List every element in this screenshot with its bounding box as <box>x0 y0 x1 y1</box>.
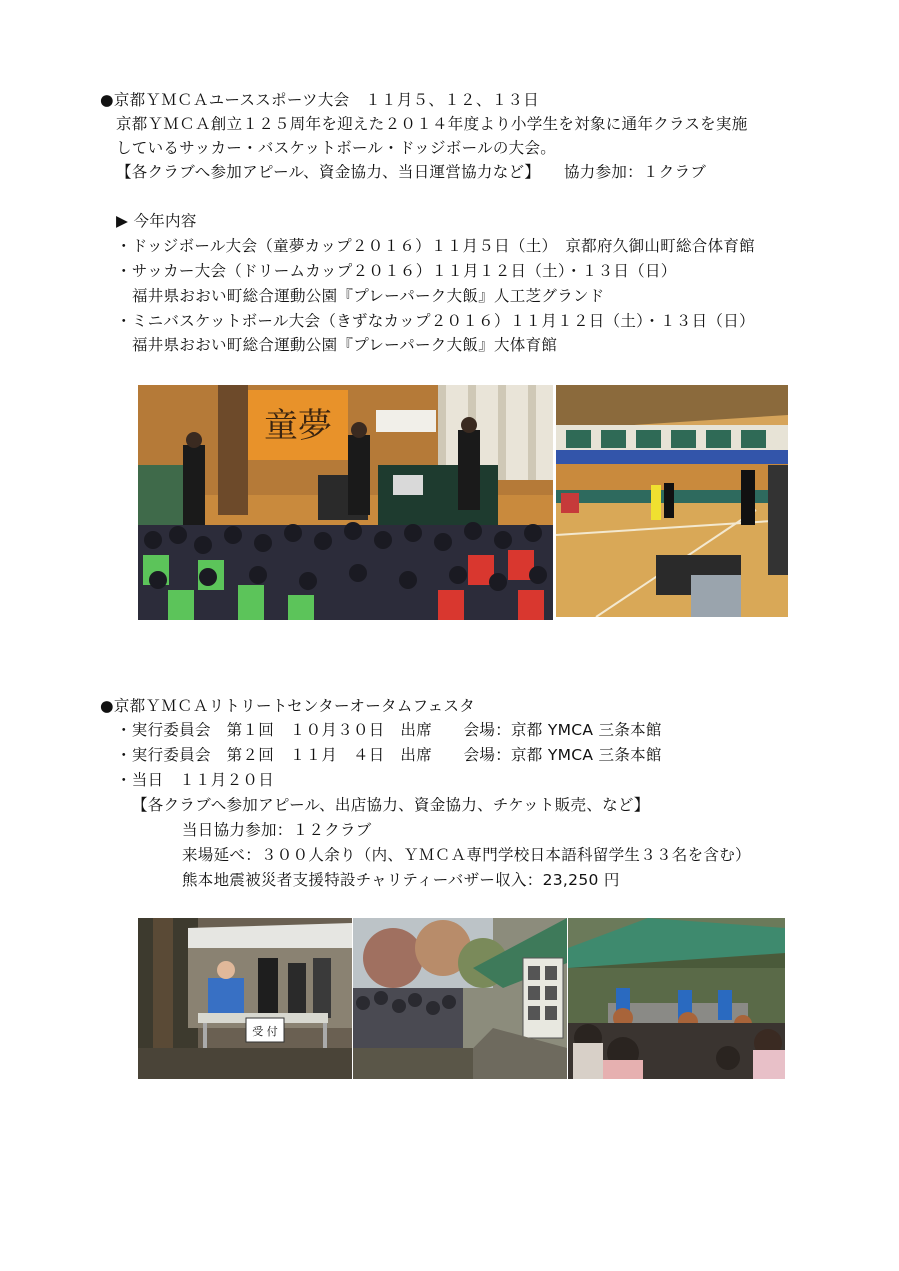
section1-description-line1: 京都ＹＭＣＡ創立１２５周年を迎えた２０１４年度より小学生を対象に通年クラスを実施 <box>116 115 748 133</box>
charity-income: 熊本地震被災者支援特設チャリティーバザー収入：23,250 円 <box>182 871 620 889</box>
event-item-basketball: ・ミニバスケットボール大会（きずなカップ２０１６）１１月１２日（土）・１３日（日） <box>116 312 755 330</box>
contents-label: ▶ 今年内容 <box>116 212 197 230</box>
event-item-soccer-venue: 福井県おおい町総合運動公園『プレーパーク大飯』人工芝グランド <box>132 287 605 305</box>
photo-basketball-gym <box>556 385 788 617</box>
section2-appeal: 【各クラブへ参加アピール、出店協力、資金協力、チケット販売、など】 <box>132 796 650 814</box>
photo-reception-tent <box>138 918 352 1079</box>
section1-heading: ●京都ＹＭＣＡユーススポーツ大会 １１月５、１２、１３日 <box>100 91 540 109</box>
section2-heading: ●京都ＹＭＣＡリトリートセンターオータムフェスタ <box>100 697 476 715</box>
banner-text: 童夢 <box>264 406 332 446</box>
participation-count: 当日協力参加：１２クラブ <box>182 821 372 839</box>
meeting-item-1: ・実行委員会 第１回 １０月３０日 出席 会場：京都 YMCA 三条本館 <box>116 721 662 739</box>
section1-description-line2: しているサッカー・バスケットボール・ドッジボールの大会。 <box>116 139 557 157</box>
reception-sign-text: 受 付 <box>252 1025 278 1038</box>
event-item-soccer: ・サッカー大会（ドリームカップ２０１６）１１月１２日（土）・１３日（日） <box>116 262 677 280</box>
photo-festival-crowd <box>353 918 567 1079</box>
photo-dodgeball-ceremony <box>138 385 553 620</box>
section1-appeal: 【各クラブへ参加アピール、資金協力、当日運営協力など】 協力参加：１クラブ <box>116 163 707 181</box>
visitor-count: 来場延べ：３００人余り（内、ＹＭＣＡ専門学校日本語科留学生３３名を含む） <box>182 846 751 864</box>
event-item-basketball-venue: 福井県おおい町総合運動公園『プレーパーク大飯』大体育館 <box>132 336 558 354</box>
event-item-dodgeball: ・ドッジボール大会（童夢カップ２０１６）１１月５日（土） 京都府久御山町総合体育館 <box>116 237 755 255</box>
photo-taiko-performance <box>568 918 785 1079</box>
meeting-item-2: ・実行委員会 第２回 １１月 ４日 出席 会場：京都 YMCA 三条本館 <box>116 746 662 764</box>
event-day: ・当日 １１月２０日 <box>116 771 275 789</box>
